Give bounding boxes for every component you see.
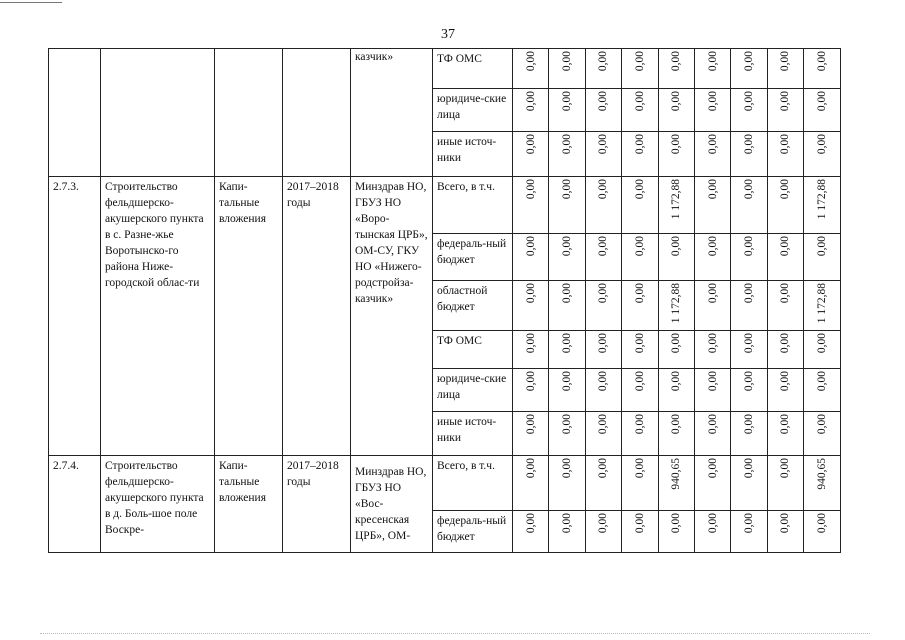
table-body (49, 49, 841, 553)
value-cell (622, 511, 658, 553)
value-cell (767, 369, 803, 412)
value-cell (622, 234, 658, 281)
value-cell (694, 412, 730, 456)
value-cell (513, 49, 549, 89)
value-cell (549, 331, 585, 369)
value-text: 0,00 (815, 91, 828, 112)
value-cell (767, 49, 803, 89)
funding-source-cell: ТФ ОМС (433, 49, 513, 89)
value-cell (513, 89, 549, 132)
value-cell (585, 177, 621, 234)
value-text: 0,00 (633, 513, 646, 534)
value-text: 0,00 (561, 91, 574, 112)
period-cell (283, 49, 351, 177)
value-cell (767, 456, 803, 511)
value-cell (804, 281, 840, 331)
value-text: 1 172,88 (670, 179, 683, 220)
value-text: 0,00 (524, 458, 537, 479)
value-text: 0,00 (779, 458, 792, 479)
value-cell (549, 234, 585, 281)
value-text: 0,00 (597, 458, 610, 479)
value-cell (731, 234, 767, 281)
value-text: 0,00 (633, 333, 646, 354)
funding-source-cell: юридиче-ские лица (433, 369, 513, 412)
type-cell (215, 49, 283, 177)
value-text: 0,00 (779, 414, 792, 435)
table-row (49, 49, 841, 89)
value-cell (767, 331, 803, 369)
value-cell (585, 234, 621, 281)
number-cell: 2.7.4. (49, 456, 101, 553)
executor-cell: Минздрав НО, ГБУЗ НО «Вос-кресенская ЦРБ», ОМ- (351, 456, 433, 553)
value-text: 0,00 (743, 371, 756, 392)
value-text: 0,00 (561, 371, 574, 392)
value-text: 0,00 (779, 236, 792, 257)
value-cell (767, 511, 803, 553)
value-cell (658, 49, 694, 89)
funding-source-cell: областной бюджет (433, 281, 513, 331)
value-text: 0,00 (524, 414, 537, 435)
executor-cell: Минздрав НО, ГБУЗ НО «Воро-тынская ЦРБ», ОМ-СУ, ГКУ НО «Нижего-родстройза-казчик» (351, 177, 433, 456)
value-text: 1 172,88 (815, 283, 828, 324)
value-text: 0,00 (633, 179, 646, 200)
value-cell (658, 89, 694, 132)
table-row (49, 177, 841, 234)
funding-source-cell: федераль-ный бюджет (433, 511, 513, 553)
value-cell (585, 456, 621, 511)
value-text: 0,00 (597, 91, 610, 112)
name-cell: Строительство фельдшерско-акушерского пункта в с. Разне-жье Воротынско-го района Ниже-городской облас-ти (101, 177, 215, 456)
value-cell (622, 281, 658, 331)
value-cell (585, 331, 621, 369)
page-number: 37 (441, 27, 455, 42)
value-text: 0,00 (633, 51, 646, 72)
value-cell (694, 177, 730, 234)
value-cell (767, 132, 803, 177)
value-text: 0,00 (815, 414, 828, 435)
value-text: 0,00 (524, 179, 537, 200)
value-text: 0,00 (524, 333, 537, 354)
value-text: 0,00 (779, 179, 792, 200)
value-cell (804, 49, 840, 89)
value-text: 0,00 (670, 236, 683, 257)
value-cell (549, 412, 585, 456)
value-text: 0,00 (779, 283, 792, 304)
value-cell (731, 331, 767, 369)
value-cell (767, 412, 803, 456)
value-text: 0,00 (524, 91, 537, 112)
value-cell (622, 412, 658, 456)
type-cell: Капи-тальные вложения (215, 456, 283, 553)
value-cell (549, 456, 585, 511)
value-text: 0,00 (633, 134, 646, 155)
value-text: 0,00 (561, 513, 574, 534)
value-text: 0,00 (561, 134, 574, 155)
value-cell (767, 177, 803, 234)
value-cell (694, 511, 730, 553)
value-cell (585, 132, 621, 177)
funding-source-cell: иные источ-ники (433, 412, 513, 456)
value-text: 0,00 (524, 134, 537, 155)
value-text: 0,00 (815, 513, 828, 534)
value-cell (513, 281, 549, 331)
value-cell (658, 132, 694, 177)
value-cell (731, 177, 767, 234)
period-cell: 2017–2018 годы (283, 177, 351, 456)
value-cell (804, 412, 840, 456)
value-cell (585, 511, 621, 553)
value-cell (622, 456, 658, 511)
value-cell (549, 49, 585, 89)
value-cell (731, 511, 767, 553)
value-text: 0,00 (633, 371, 646, 392)
value-cell (694, 132, 730, 177)
value-text: 940,65 (815, 458, 828, 490)
value-cell (622, 331, 658, 369)
value-cell (804, 132, 840, 177)
value-text: 0,00 (779, 91, 792, 112)
funding-source-cell: ТФ ОМС (433, 331, 513, 369)
value-text: 0,00 (597, 51, 610, 72)
value-cell (585, 281, 621, 331)
type-cell: Капи-тальные вложения (215, 177, 283, 456)
value-cell (658, 177, 694, 234)
value-text: 0,00 (779, 333, 792, 354)
name-cell (101, 49, 215, 177)
value-text: 0,00 (561, 236, 574, 257)
value-cell (549, 177, 585, 234)
value-text: 0,00 (670, 91, 683, 112)
value-text: 0,00 (743, 51, 756, 72)
value-text: 0,00 (524, 371, 537, 392)
value-text: 1 172,88 (670, 283, 683, 324)
value-cell (549, 511, 585, 553)
value-text: 0,00 (524, 513, 537, 534)
value-text: 0,00 (743, 134, 756, 155)
value-cell (694, 89, 730, 132)
value-text: 0,00 (561, 51, 574, 72)
value-text: 0,00 (670, 333, 683, 354)
number-cell: 2.7.3. (49, 177, 101, 456)
value-text: 0,00 (597, 371, 610, 392)
value-cell (767, 234, 803, 281)
funding-source-cell: Всего, в т.ч. (433, 456, 513, 511)
value-cell (549, 89, 585, 132)
value-text: 0,00 (633, 458, 646, 479)
value-cell (622, 89, 658, 132)
value-cell (658, 331, 694, 369)
period-cell: 2017–2018 годы (283, 456, 351, 553)
value-cell (658, 412, 694, 456)
value-text: 0,00 (597, 513, 610, 534)
value-text: 0,00 (743, 513, 756, 534)
value-cell (549, 369, 585, 412)
value-cell (694, 369, 730, 412)
value-text: 0,00 (815, 134, 828, 155)
value-text: 0,00 (597, 414, 610, 435)
value-text: 0,00 (815, 236, 828, 257)
value-text: 0,00 (706, 179, 719, 200)
value-text: 0,00 (561, 283, 574, 304)
value-text: 0,00 (706, 458, 719, 479)
number-cell (49, 49, 101, 177)
value-cell (658, 456, 694, 511)
value-cell (658, 369, 694, 412)
value-text: 0,00 (706, 134, 719, 155)
value-text: 0,00 (743, 283, 756, 304)
scan-margin-line (0, 2, 62, 3)
value-cell (804, 234, 840, 281)
value-text: 0,00 (706, 414, 719, 435)
value-cell (731, 412, 767, 456)
value-cell (513, 132, 549, 177)
name-cell: Строительство фельдшерско-акушерского пункта в д. Боль-шое поле Воскре- (101, 456, 215, 553)
value-cell (804, 511, 840, 553)
value-text: 0,00 (524, 236, 537, 257)
value-text: 0,00 (743, 179, 756, 200)
value-cell (658, 511, 694, 553)
value-text: 0,00 (706, 51, 719, 72)
value-cell (767, 89, 803, 132)
value-text: 0,00 (670, 513, 683, 534)
value-text: 0,00 (779, 513, 792, 534)
scan-noise-line (40, 633, 870, 635)
value-cell (731, 281, 767, 331)
value-text: 0,00 (597, 236, 610, 257)
value-cell (622, 369, 658, 412)
value-text: 0,00 (670, 134, 683, 155)
value-cell (513, 456, 549, 511)
value-text: 0,00 (706, 513, 719, 534)
value-cell (513, 331, 549, 369)
funding-source-cell: иные источ-ники (433, 132, 513, 177)
value-cell (694, 281, 730, 331)
value-text: 0,00 (633, 91, 646, 112)
value-cell (622, 177, 658, 234)
value-text: 0,00 (561, 414, 574, 435)
table-row (49, 456, 841, 511)
value-cell (513, 234, 549, 281)
value-text: 0,00 (524, 283, 537, 304)
value-text: 0,00 (706, 283, 719, 304)
value-text: 0,00 (779, 371, 792, 392)
value-cell (513, 369, 549, 412)
value-cell (658, 281, 694, 331)
value-text: 0,00 (743, 333, 756, 354)
value-text: 0,00 (670, 414, 683, 435)
value-text: 0,00 (779, 51, 792, 72)
value-text: 0,00 (633, 283, 646, 304)
value-text: 0,00 (633, 236, 646, 257)
value-cell (804, 89, 840, 132)
funding-source-cell: федераль-ный бюджет (433, 234, 513, 281)
value-cell (549, 132, 585, 177)
value-text: 0,00 (561, 458, 574, 479)
value-cell (804, 369, 840, 412)
value-cell (585, 412, 621, 456)
value-cell (767, 281, 803, 331)
value-cell (622, 49, 658, 89)
value-cell (513, 177, 549, 234)
value-text: 0,00 (815, 51, 828, 72)
value-cell (731, 369, 767, 412)
value-cell (731, 89, 767, 132)
value-text: 0,00 (670, 51, 683, 72)
value-text: 0,00 (815, 333, 828, 354)
value-text: 0,00 (597, 179, 610, 200)
value-text: 0,00 (743, 414, 756, 435)
value-cell (694, 234, 730, 281)
value-text: 1 172,88 (815, 179, 828, 220)
value-cell (585, 369, 621, 412)
executor-cell: казчик» (351, 49, 433, 177)
value-cell (731, 132, 767, 177)
value-cell (513, 412, 549, 456)
value-cell (549, 281, 585, 331)
value-text: 0,00 (706, 371, 719, 392)
value-cell (694, 456, 730, 511)
value-text: 0,00 (597, 134, 610, 155)
value-text: 0,00 (706, 91, 719, 112)
program-table (48, 48, 841, 553)
value-text: 0,00 (706, 333, 719, 354)
value-cell (513, 511, 549, 553)
value-cell (804, 456, 840, 511)
value-cell (585, 49, 621, 89)
value-text: 0,00 (706, 236, 719, 257)
value-text: 0,00 (561, 179, 574, 200)
value-cell (731, 456, 767, 511)
value-cell (585, 89, 621, 132)
value-text: 940,65 (670, 458, 683, 490)
value-text: 0,00 (633, 414, 646, 435)
value-text: 0,00 (743, 91, 756, 112)
value-cell (622, 132, 658, 177)
value-text: 0,00 (561, 333, 574, 354)
value-text: 0,00 (743, 458, 756, 479)
funding-source-cell: Всего, в т.ч. (433, 177, 513, 234)
value-text: 0,00 (524, 51, 537, 72)
value-cell (804, 331, 840, 369)
value-text: 0,00 (597, 333, 610, 354)
value-text: 0,00 (779, 134, 792, 155)
funding-source-cell: юридиче-ские лица (433, 89, 513, 132)
value-cell (731, 49, 767, 89)
value-cell (658, 234, 694, 281)
value-cell (694, 331, 730, 369)
value-cell (804, 177, 840, 234)
value-cell (694, 49, 730, 89)
value-text: 0,00 (815, 371, 828, 392)
value-text: 0,00 (743, 236, 756, 257)
value-text: 0,00 (670, 371, 683, 392)
value-text: 0,00 (597, 283, 610, 304)
